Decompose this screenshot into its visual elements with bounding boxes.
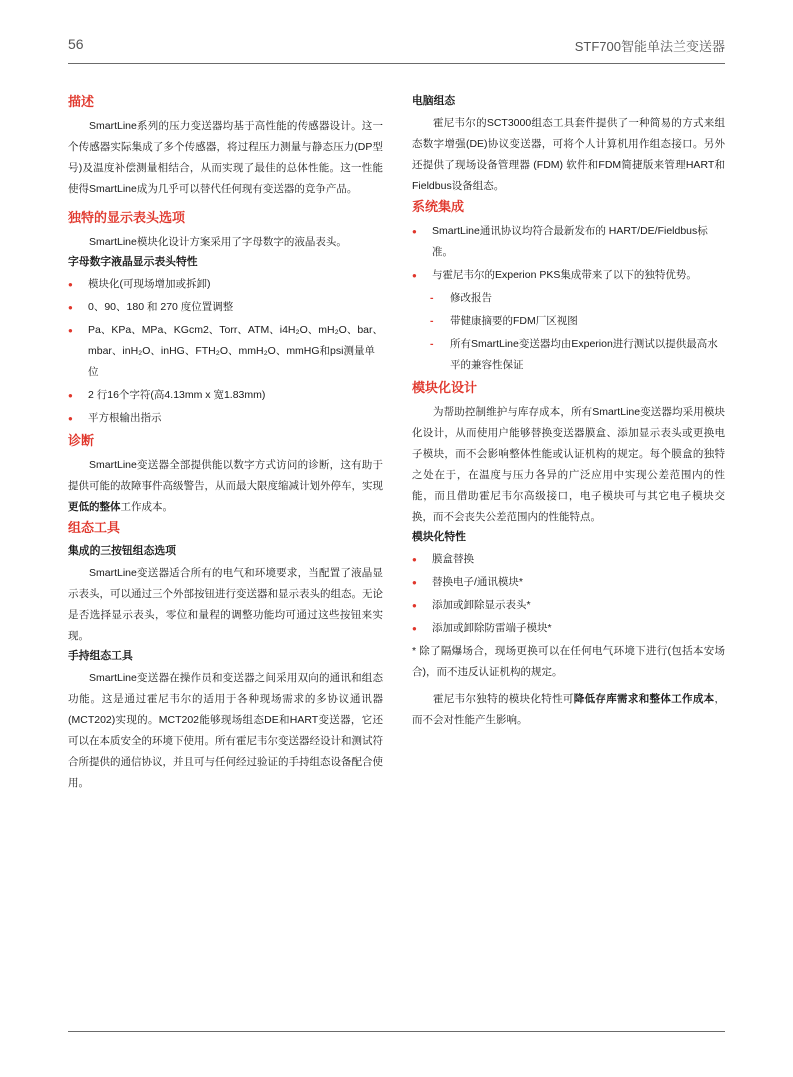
page-number: 56 (68, 36, 84, 52)
left-column (68, 92, 383, 794)
lcd-features-subtitle: 字母数字液晶显示表头特性 (68, 256, 198, 268)
list-item: ● 膜盒替换 (412, 549, 725, 570)
list-item: - 带健康摘要的FDM厂区视图 (412, 311, 725, 332)
display-paragraph: SmartLine模块化设计方案采用了字母数字的液晶表头。 (89, 236, 347, 248)
list-item: ● 模块化(可现场增加或拆卸) (68, 274, 383, 295)
modular-features-subtitle: 模块化特性 (412, 531, 466, 543)
diagnostics-text-bold: 更低的整体 (68, 501, 121, 513)
list-item: ● 添加或卸除防雷端子模块* (412, 618, 725, 639)
handheld-paragraph: SmartLine变送器在操作员和变送器之间采用双向的通讯和组态功能。这是通过霍尼韦尔的适用于各种现场需求的多协议通讯器(MCT202)实现的。MCT202能够现场组态DE和HART变送器，它还可以在本质安全的环境下使用。所有霍尼韦尔变送器经设计和测试符合所提供的通信协议，并且可与任何经过验证的手持组态设备配合使用。 (68, 672, 383, 789)
diagnostics-paragraph (68, 455, 383, 518)
diagnostics-text-b: 工作成本。 (120, 501, 173, 513)
list-item: - 所有SmartLine变送器均由Experion进行测试以提供最高水平的兼容性保证 (412, 334, 725, 376)
lcd-feature-list (68, 274, 383, 429)
list-item: ● 平方根输出指示 (68, 408, 383, 429)
pc-config-paragraph: 霍尼韦尔的SCT3000组态工具套件提供了一种简易的方式来组态数字增强(DE)协议变送器，可将个人计算机用作组态接口。另外还提供了现场设备管理器 (FDM) 软件和FDM简捷版来管理HART和Fieldbus设备组态。 (412, 117, 725, 192)
section-title-diagnostics: 诊断 (68, 433, 95, 448)
footnote: * 除了隔爆场合，现场更换可以在任何电气环境下进行(包括本安场合)，而不违反认证机构的规定。 (412, 645, 725, 678)
list-item: ● 替换电子/通讯模块* (412, 572, 725, 593)
diagnostics-text-a: SmartLine变送器全部提供能以数字方式访问的诊断，这有助于提供可能的故障事件高级警告，从而最大限度缩减计划外停车，实现 (68, 459, 383, 492)
page-header-title: STF700智能单法兰变送器 (574, 39, 725, 54)
list-item: ● 与霍尼韦尔的Experion PKS集成带来了以下的独特优势。 (412, 265, 725, 286)
pc-config-subtitle: 电脑组态 (412, 95, 456, 107)
experion-benefit-list (412, 288, 725, 376)
section-title-config-tools: 组态工具 (68, 520, 121, 535)
list-item: ● 2 行16个字符(高4.13mm x 宽1.83mm) (68, 385, 383, 406)
section-title-modular-design: 模块化设计 (412, 380, 478, 395)
list-item: ● 0、90、180 和 270 度位置调整 (68, 297, 383, 318)
handheld-subtitle: 手持组态工具 (68, 650, 133, 662)
list-item: ● 添加或卸除显示表头* (412, 595, 725, 616)
closing-text-a: 霍尼韦尔独特的模块化特性可 (433, 693, 574, 705)
list-item: ● Pa、KPa、MPa、KGcm2、Torr、ATM、i4H₂O、mH₂O、bar、mbar、inH₂O、inHG、FTH₂O、mmH₂O、mmHG和psi测量单位 (68, 320, 383, 383)
closing-paragraph (412, 689, 725, 731)
footer-divider (68, 1031, 725, 1032)
modular-feature-list (412, 549, 725, 639)
closing-text-b: ，而不会对性能产生影响。 (412, 693, 725, 726)
closing-text-bold: 降低存库需求和整体工作成本 (573, 693, 715, 705)
section-title-description: 描述 (68, 94, 95, 109)
modular-design-paragraph: 为帮助控制维护与库存成本，所有SmartLine变送器均采用模块化设计，从而使用户能够替换变送器膜盒、添加显示表头或更换电子模块，而不会影响整体性能或认证机构的规定。每个膜盒的独特之处在于，在温度与压力各异的广泛应用中实现公差范围内的性能，而且借助霍尼韦尔高级接口，电子模块可与其它电子模块交换，而不会丧失公差范围内的性能特点。 (412, 406, 725, 523)
description-paragraph: SmartLine系列的压力变送器均基于高性能的传感器设计。这一个传感器实际集成了多个传感器，将过程压力测量与静态压力(DP型号)及温度补偿测量相结合，从而实现了最佳的总体性能。这一性能使得SmartLine成为几乎可以替代任何现有变送器的竞争产品。 (68, 120, 383, 195)
section-title-display: 独特的显示表头选项 (68, 210, 186, 225)
right-column (412, 92, 725, 731)
three-button-paragraph: SmartLine变送器适合所有的电气和环境要求，当配置了液晶显示表头，可以通过三个外部按钮进行变送器和显示表头的组态。无论是否选择显示表头，零位和量程的调整功能均可通过这些按钮来实现。 (68, 567, 383, 642)
header-divider (68, 63, 725, 64)
three-button-subtitle: 集成的三按钮组态选项 (68, 545, 176, 557)
system-integration-list (412, 221, 725, 286)
list-item: - 修改报告 (412, 288, 725, 309)
section-title-system-integration: 系统集成 (412, 199, 465, 214)
list-item: ● SmartLine通讯协议均符合最新发布的 HART/DE/Fieldbus标准。 (412, 221, 725, 263)
